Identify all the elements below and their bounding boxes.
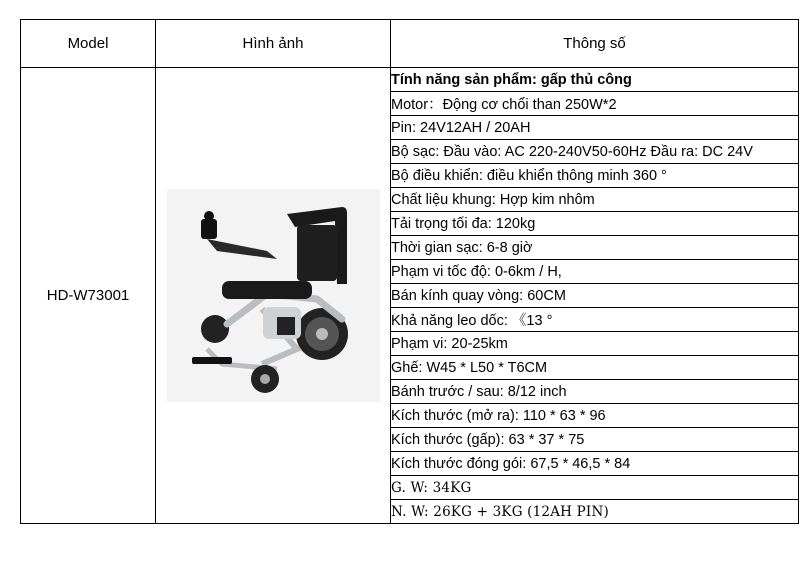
spec-row: Phạm vi: 20-25km [391, 332, 799, 356]
spec-row: Thời gian sạc: 6-8 giờ [391, 236, 799, 260]
spec-row: Bộ sạc: Đầu vào: AC 220-240V50-60Hz Đầu ra: DC 24V [391, 140, 799, 164]
header-image: Hình ảnh [156, 20, 391, 68]
spec-row: Kích thước (gấp): 63 * 37 * 75 [391, 428, 799, 452]
model-cell: HD-W73001 [21, 68, 156, 524]
spec-row: Khả năng leo dốc: 《13 ° [391, 308, 799, 332]
image-cell [156, 68, 391, 524]
spec-row: Phạm vi tốc độ: 0-6km / H, [391, 260, 799, 284]
spec-row: Pin: 24V12AH / 20AH [391, 116, 799, 140]
spec-row: Tính năng sản phẩm: gấp thủ công [391, 68, 799, 92]
spec-row: Kích thước đóng gói: 67,5 * 46,5 * 84 [391, 452, 799, 476]
header-model: Model [21, 20, 156, 68]
spec-table [20, 19, 799, 524]
spec-row: Bộ điều khiển: điều khiển thông minh 360 ° [391, 164, 799, 188]
spec-row: Motor：Động cơ chổi than 250W*2 [391, 92, 799, 116]
spec-row: Tải trọng tối đa: 120kg [391, 212, 799, 236]
spec-row: Kích thước (mở ra): 110 * 63 * 96 [391, 404, 799, 428]
spec-row: Ghế: W45 * L50 * T6CM [391, 356, 799, 380]
spec-row: Chất liệu khung: Hợp kim nhôm [391, 188, 799, 212]
spec-row: N. W: 26KG + 3KG (12AH PIN) [391, 500, 799, 524]
spec-row: G. W: 34KG [391, 476, 799, 500]
header-specs: Thông số [391, 20, 799, 68]
spec-row: Bán kính quay vòng: 60CM [391, 284, 799, 308]
header-row [21, 20, 799, 68]
wheelchair-icon [167, 189, 380, 402]
spec-row: Bánh trước / sau: 8/12 inch [391, 380, 799, 404]
